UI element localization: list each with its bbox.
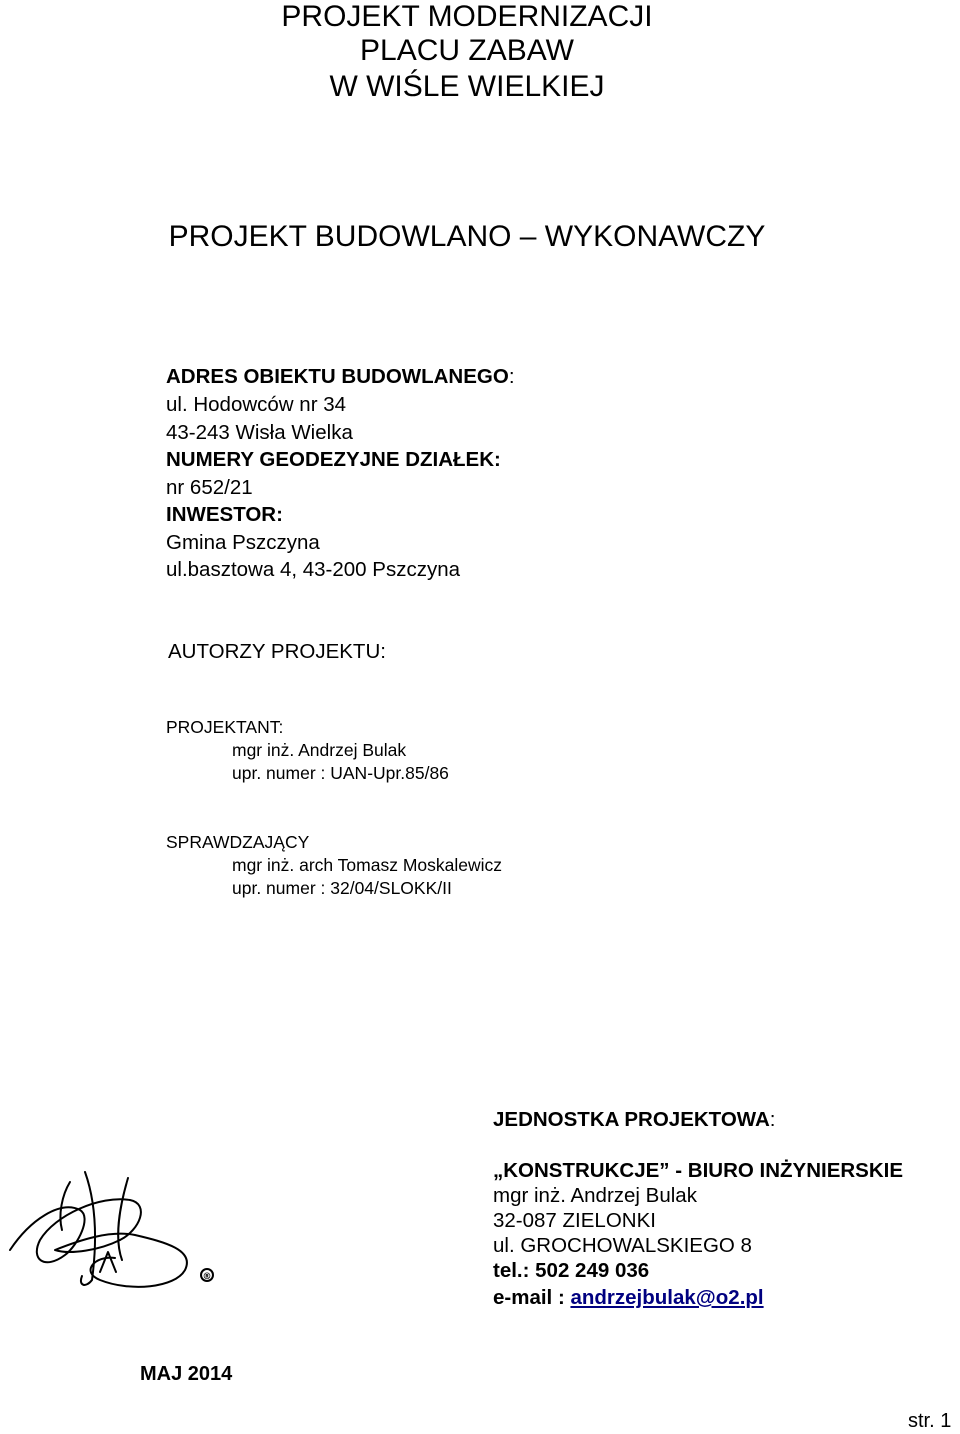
firm-street: ul. GROCHOWALSKIEGO 8 bbox=[493, 1234, 752, 1257]
firm-name: „KONSTRUKCJE” - BIURO INŻYNIERSKIE bbox=[493, 1159, 904, 1182]
title-line-2: PLACU ZABAW bbox=[360, 34, 574, 67]
firm-owner: mgr inż. Andrzej Bulak bbox=[493, 1184, 697, 1207]
address-city: 43-243 Wisła Wielka bbox=[166, 421, 353, 444]
investor-label: INWESTOR: bbox=[166, 503, 283, 526]
investor-name: Gmina Pszczyna bbox=[166, 531, 320, 554]
page-number: str. 1 bbox=[908, 1410, 952, 1432]
firm-label: JEDNOSTKA PROJEKTOWA: bbox=[493, 1108, 776, 1131]
document-subtitle: PROJEKT BUDOWLANO – WYKONAWCZY bbox=[168, 220, 766, 253]
title-line-3: W WIŚLE WIELKIEJ bbox=[329, 70, 605, 103]
signature-icon bbox=[0, 1160, 230, 1310]
parcels-value: nr 652/21 bbox=[166, 476, 253, 499]
designer-name: mgr inż. Andrzej Bulak bbox=[232, 740, 407, 760]
checker-label: SPRAWDZAJĄCY bbox=[166, 832, 310, 852]
document-date: MAJ 2014 bbox=[140, 1363, 233, 1385]
checker-name: mgr inż. arch Tomasz Moskalewicz bbox=[232, 855, 503, 875]
firm-phone: tel.: 502 249 036 bbox=[493, 1259, 650, 1282]
email-link[interactable]: andrzejbulak@o2.pl bbox=[570, 1286, 764, 1309]
firm-email: e-mail : andrzejbulak@o2.pl bbox=[493, 1286, 764, 1309]
firm-postal: 32-087 ZIELONKI bbox=[493, 1209, 656, 1232]
designer-license: upr. numer : UAN-Upr.85/86 bbox=[232, 763, 449, 783]
address-label: ADRES OBIEKTU BUDOWLANEGO: bbox=[166, 365, 515, 388]
investor-address: ul.basztowa 4, 43-200 Pszczyna bbox=[166, 558, 460, 581]
authors-label: AUTORZY PROJEKTU: bbox=[168, 640, 386, 663]
parcels-label: NUMERY GEODEZYJNE DZIAŁEK: bbox=[166, 448, 501, 471]
registered-mark: ® bbox=[202, 1272, 212, 1282]
title-line-1: PROJEKT MODERNIZACJI bbox=[281, 0, 653, 33]
designer-label: PROJEKTANT: bbox=[166, 717, 284, 737]
checker-license: upr. numer : 32/04/SLOKK/II bbox=[232, 878, 452, 898]
address-street: ul. Hodowców nr 34 bbox=[166, 393, 347, 416]
